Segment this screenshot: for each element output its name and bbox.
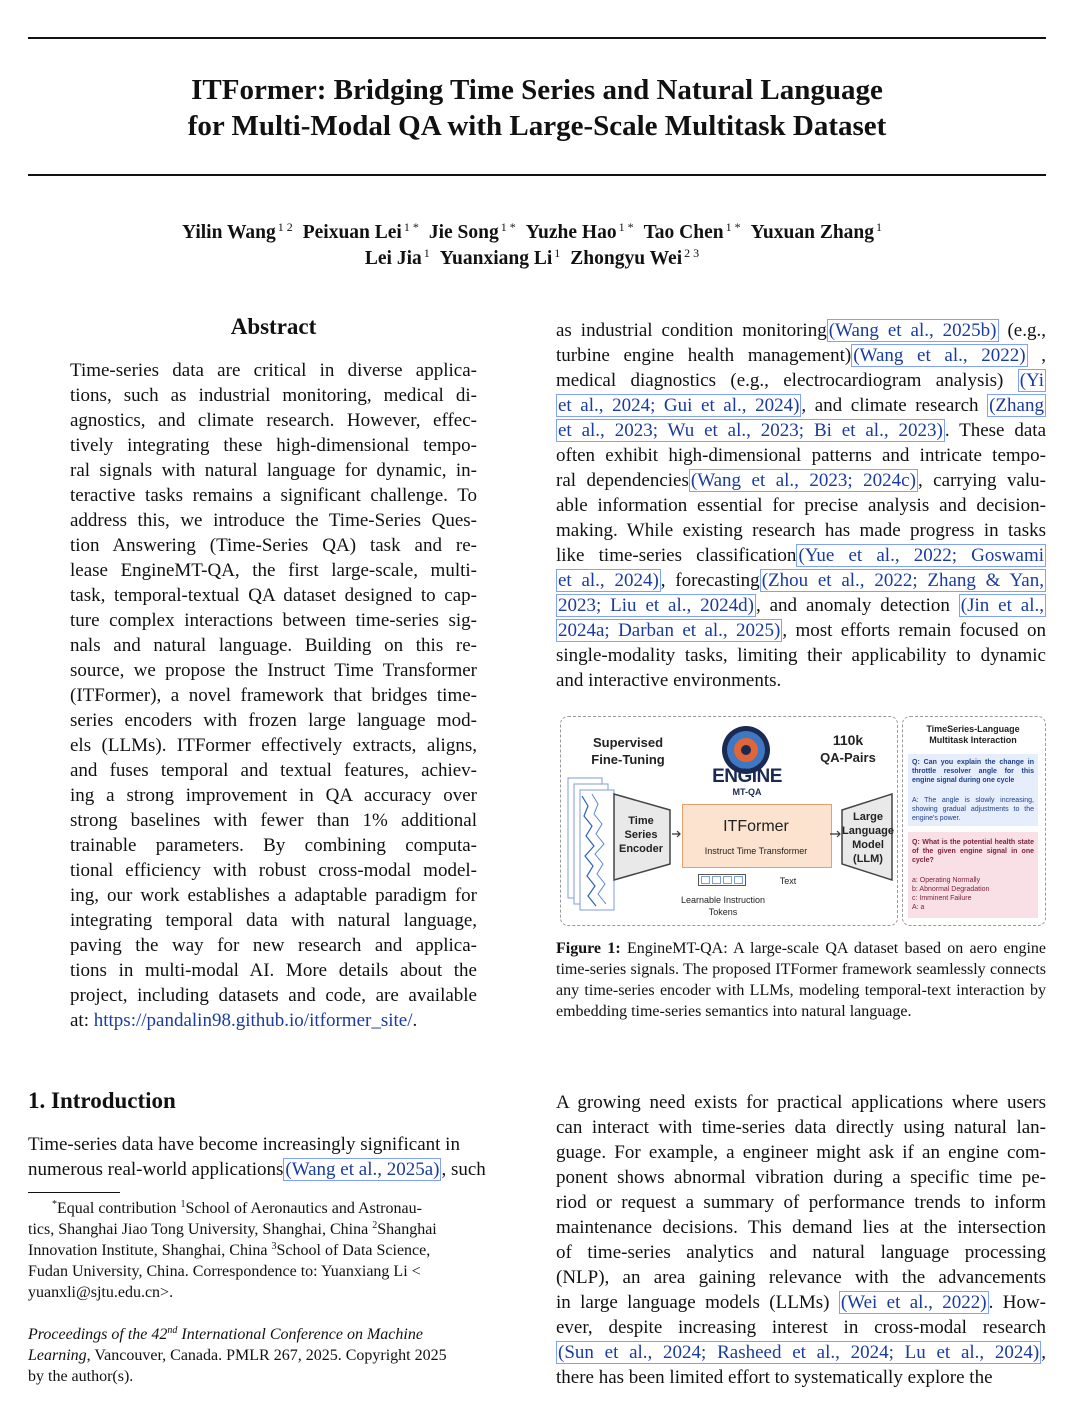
- author-name: Jie Song: [428, 222, 499, 243]
- proceedings-line: [28, 1345, 518, 1366]
- mtqa-wordmark: MT-QA: [732, 787, 762, 797]
- body-line: [556, 343, 1046, 368]
- abstract-line: Time-series data are critical in diverse applica-: [70, 360, 477, 381]
- author-name: Peixuan Lei: [302, 222, 402, 243]
- citation-link[interactable]: (Jin et al.,: [960, 595, 1044, 616]
- body-line: [556, 1340, 1046, 1365]
- body-line: [556, 468, 1046, 493]
- abstract-line: teractive tasks remains a significant challenge. To: [70, 485, 477, 506]
- qa-pairs-count: 110k: [832, 732, 864, 748]
- instruction-tokens: [698, 874, 746, 886]
- footnote-line: yuanxli@sjtu.edu.cn>.: [28, 1284, 174, 1301]
- author-affiliation: 1 *: [500, 220, 516, 234]
- intro-body: [28, 1132, 518, 1182]
- body-text: making. While existing research has made progress in tasks: [556, 520, 1046, 541]
- abstract-text: .: [412, 1010, 418, 1031]
- abstract-line: trainable parameters. By combining computa-: [70, 835, 477, 856]
- abstract-line: (ITFormer), a novel framework that bridges time-: [70, 685, 477, 706]
- abstract-line: ral signals with natural language for dynamic, in-: [70, 460, 477, 481]
- author-affiliation: 1: [423, 246, 430, 260]
- figure-1: [560, 716, 1045, 926]
- author-list: [28, 220, 1046, 272]
- itformer-sublabel: Instruct Time Transformer: [704, 846, 808, 856]
- citation-link[interactable]: (Yue et al., 2022; Goswami: [798, 545, 1045, 566]
- abstract-heading: Abstract: [230, 314, 317, 339]
- text-label: Text: [779, 876, 797, 886]
- author-affiliation: 1: [876, 220, 883, 234]
- author-line-2: [28, 246, 1046, 272]
- body-text: (NLP), an area gaining relevance with the advancements: [556, 1267, 1046, 1288]
- abstract-line: tion Answering (Time-Series QA) task and re-: [70, 535, 477, 556]
- body-line: [556, 1215, 1046, 1240]
- body-line: [556, 643, 1046, 668]
- citation-link[interactable]: et al., 2023; Wu et al., 2023; Bi et al., 2023): [558, 420, 943, 441]
- footnote-mark: 1: [180, 1199, 186, 1210]
- proceedings-line: [28, 1324, 518, 1345]
- body-line: [556, 443, 1046, 468]
- title-line-1: ITFormer: Bridging Time Series and Natural Language: [191, 74, 883, 106]
- citation-link[interactable]: (Sun et al., 2024; Rasheed et al., 2024; Lu et al., 2024): [558, 1342, 1040, 1363]
- citation-link[interactable]: (Yi: [1019, 370, 1044, 391]
- body-text: guage. For example, a engineer might ask if an engine com-: [556, 1142, 1046, 1163]
- body-line: [556, 1365, 1046, 1390]
- sft-label: Supervised Fine-Tuning: [591, 735, 665, 767]
- body-text: , most efforts remain focused on: [782, 620, 1046, 641]
- footnote-mark: 2: [372, 1220, 378, 1231]
- abstract-text: at:: [70, 1010, 94, 1031]
- abstract-line: ing a strong improvement in QA accuracy over: [70, 785, 477, 806]
- footnote-line: Fudan University, China. Correspondence to: Yuanxiang Li <: [28, 1263, 421, 1280]
- body-text: turbine engine health management): [556, 345, 852, 366]
- author-name: Yuxuan Zhang: [750, 222, 875, 243]
- itformer-block: [682, 804, 832, 868]
- abstract-line: tions, such as industrial monitoring, medical di-: [70, 385, 477, 406]
- citation-link[interactable]: et al., 2024): [558, 570, 659, 591]
- proceedings-line: by the author(s).: [28, 1368, 134, 1385]
- footnote-line: [28, 1219, 518, 1240]
- body-text: ral dependencies: [556, 470, 689, 491]
- author-affiliation: 1 2: [277, 220, 293, 234]
- footnote-line: [28, 1198, 518, 1219]
- figure-caption: [556, 938, 1046, 1022]
- proceedings-sup: nd: [167, 1325, 178, 1336]
- answer-1: A: The angle is slowly increasing, showing gradual adjustments to the engine's power.: [912, 797, 1034, 822]
- citation-link[interactable]: (Wang et al., 2023; 2024c): [690, 470, 916, 491]
- tokens-label: Learnable Instruction Tokens: [680, 895, 766, 917]
- footnote-text: Shanghai: [377, 1221, 437, 1238]
- footnote-text: Equal contribution: [57, 1200, 181, 1217]
- author-name: Tao Chen: [643, 222, 724, 243]
- body-text: can interact with time-series data directly using natural lan-: [556, 1117, 1046, 1138]
- body-text: . These data: [944, 420, 1047, 441]
- body-text: as industrial condition monitoring: [556, 320, 827, 341]
- author-name: Zhongyu Wei: [570, 248, 683, 269]
- body-text: ponent shows abnormal vibration during a specific time pe-: [556, 1167, 1046, 1188]
- body-text: riod or request a summary of performance trends to inform: [556, 1192, 1046, 1213]
- encoder-label: Time Series Encoder: [618, 815, 663, 855]
- abstract-line: nals and natural language. Building on this re-: [70, 635, 477, 656]
- citation-link[interactable]: (Wang et al., 2025b): [828, 320, 997, 341]
- abstract-line: series encoders with frozen large language mod-: [70, 710, 477, 731]
- qa-pairs-label: QA-Pairs: [820, 750, 876, 765]
- body-line: [556, 518, 1046, 543]
- body-line: [556, 1265, 1046, 1290]
- proceedings-text: International Conference on Machine: [177, 1326, 423, 1343]
- abstract-line: lease EngineMT-QA, the first large-scale, multi-: [70, 560, 477, 581]
- body-line: [556, 1090, 1046, 1115]
- body-line: [556, 1140, 1046, 1165]
- section-heading-introduction: 1. Introduction: [28, 1088, 176, 1113]
- author-affiliation: 2 3: [684, 246, 700, 260]
- abstract-line: els (LLMs). ITFormer effectively extracts, aligns,: [70, 735, 477, 756]
- proceedings-text: Learning: [28, 1347, 87, 1364]
- qa-panel-title: TimeSeries-Language Multitask Interaction: [926, 724, 1020, 745]
- body-line: [556, 318, 1046, 343]
- abstract-line: strong baselines with fewer than 1% additional: [70, 810, 477, 831]
- abstract-line: task, temporal-textual QA dataset designed to cap-: [70, 585, 477, 606]
- body-text: medical diagnostics (e.g., electrocardiogram analysis): [556, 370, 1018, 391]
- citation-link[interactable]: et al., 2024; Gui et al., 2024): [558, 395, 800, 416]
- answer-2: A: a: [912, 904, 925, 911]
- body-text: A growing need exists for practical applications where users: [556, 1092, 1046, 1113]
- abstract-line: tively integrating these high-dimensional tempo-: [70, 435, 477, 456]
- body-text: , and climate research: [801, 395, 988, 416]
- body-line: [556, 543, 1046, 568]
- author-name: Lei Jia: [364, 248, 422, 269]
- llm-label: Large Language Model (LLM): [842, 811, 894, 865]
- abstract-line: integrating temporal data with natural language,: [70, 910, 477, 931]
- citation-link[interactable]: (Wei et al., 2022): [840, 1292, 987, 1313]
- right-column-bottom: [556, 1090, 1046, 1390]
- arrow-icon: [672, 829, 682, 839]
- body-line: [556, 1315, 1046, 1340]
- top-rule: [28, 37, 1046, 39]
- abstract-line: agnostics, and climate research. However, effec-: [70, 410, 477, 431]
- question-1: Q: Can you explain the change in throttle resolver angle for this engine signal during one cycle: [912, 759, 1034, 784]
- abstract-line: project, including datasets and code, are available: [70, 985, 477, 1006]
- engine-wordmark: ENGINE: [712, 766, 782, 787]
- body-line: [556, 618, 1046, 643]
- footnote-line: [28, 1240, 518, 1261]
- body-text: and interactive environments.: [556, 670, 782, 691]
- body-line: [556, 1115, 1046, 1140]
- body-line: [556, 368, 1046, 393]
- abstract-body: [70, 358, 477, 1033]
- body-line: [556, 593, 1046, 618]
- itformer-label: ITFormer: [723, 818, 789, 835]
- body-line: [556, 393, 1046, 418]
- body-text: able information essential for precise analysis and decision-: [556, 495, 1046, 516]
- author-name: Yuzhe Hao: [525, 222, 617, 243]
- author-affiliation: 1: [554, 246, 561, 260]
- footnote-text: Innovation Institute, Shanghai, China: [28, 1242, 272, 1259]
- author-name: Yilin Wang: [181, 222, 276, 243]
- body-text: there has been limited effort to systematically explore the: [556, 1367, 993, 1388]
- abstract-line: ing, our work establishes a adaptable paradigm for: [70, 885, 477, 906]
- citation-link[interactable]: (Wang et al., 2025a): [285, 1159, 440, 1180]
- caption-label: Figure 1:: [556, 940, 621, 957]
- time-series-waves-icon: [566, 776, 618, 916]
- citation-link[interactable]: 2024a; Darban et al., 2025): [558, 620, 781, 641]
- body-line: [556, 1190, 1046, 1215]
- title-bottom-rule: [28, 174, 1046, 176]
- abstract-line: tions in multi-modal AI. More details about the: [70, 960, 477, 981]
- option-a: a: Operating Normally: [912, 877, 981, 884]
- citation-link[interactable]: (Zhang: [989, 395, 1044, 416]
- proceedings-text: Proceedings of the 42: [28, 1326, 168, 1343]
- body-text: single-modality tasks, limiting their applicability to dynamic: [556, 645, 1046, 666]
- proceedings-note: [28, 1324, 518, 1387]
- citation-link[interactable]: 2023; Liu et al., 2024d): [558, 595, 754, 616]
- body-text: . How-: [988, 1292, 1046, 1313]
- author-affiliation: 1 *: [725, 220, 741, 234]
- footnote-rule: [28, 1192, 120, 1193]
- abstract-line: [70, 1008, 477, 1033]
- body-text: , forecasting: [660, 570, 760, 591]
- body-text: (e.g.,: [998, 320, 1046, 341]
- intro-line: Time-series data have become increasingly significant in: [28, 1134, 460, 1155]
- abstract-line: ture complex interactions between time-series sig-: [70, 610, 477, 631]
- intro-line: [28, 1157, 518, 1182]
- body-text: ,: [1027, 345, 1046, 366]
- body-text: like time-series classification: [556, 545, 797, 566]
- footnote: [28, 1198, 518, 1303]
- author-line-1: [28, 220, 1046, 246]
- author-affiliation: 1 *: [618, 220, 634, 234]
- body-line: [556, 1240, 1046, 1265]
- body-text: often exhibit high-dimensional patterns and intricate tempo-: [556, 445, 1046, 466]
- question-2: Q: What is the potential health state of the given engine signal in one cycle?: [912, 839, 1034, 864]
- abstract-line: and fuses temporal and textual features, achiev-: [70, 760, 477, 781]
- proceedings-text: , Vancouver, Canada. PMLR 267, 2025. Copyright 2025: [86, 1347, 447, 1364]
- body-line: [556, 568, 1046, 593]
- body-text: maintenance decisions. This demand lies at the intersection: [556, 1217, 1046, 1238]
- footnote-text: School of Data Science,: [276, 1242, 431, 1259]
- citation-link[interactable]: (Zhou et al., 2022; Zhang & Yan,: [761, 570, 1044, 591]
- caption-text: EngineMT-QA: A large-scale QA dataset based on aero engine time-series signals. The proposed ITFormer framework seamlessly connects any time-series encoder with LLMs, modeling temporal-text interaction by embedding time-series semantics into natural language.: [556, 940, 1047, 1020]
- body-text: ,: [1041, 1342, 1046, 1363]
- intro-text: , such: [441, 1159, 486, 1180]
- body-text: ever, despite increasing interest in cross-modal research: [556, 1317, 1046, 1338]
- body-line: [556, 1290, 1046, 1315]
- intro-text: numerous real-world applications: [28, 1159, 284, 1180]
- abstract-line: source, we propose the Instruct Time Transformer: [70, 660, 477, 681]
- author-affiliation: 1 *: [403, 220, 419, 234]
- footnote-mark: *: [52, 1199, 57, 1210]
- footnote-text: tics, Shanghai Jiao Tong University, Shanghai, China: [28, 1221, 373, 1238]
- footnote-mark: 3: [271, 1241, 277, 1252]
- title-line-2: for Multi-Modal QA with Large-Scale Multitask Dataset: [187, 110, 887, 142]
- right-column-top: [556, 318, 1046, 693]
- body-text: , carrying valu-: [917, 470, 1047, 491]
- body-line: [556, 493, 1046, 518]
- footnote-text: School of Aeronautics and Astronau-: [185, 1200, 422, 1217]
- abstract-line: tional efficiency with robust cross-modal model-: [70, 860, 477, 881]
- abstract-line: paving the way for new research and applica-: [70, 935, 477, 956]
- body-line: [556, 418, 1046, 443]
- option-c: c: Imminent Failure: [912, 895, 972, 902]
- body-text: , and anomaly detection: [755, 595, 959, 616]
- body-text: in large language models (LLMs): [556, 1292, 839, 1313]
- body-text: of time-series analytics and natural language processing: [556, 1242, 1046, 1263]
- project-link[interactable]: https://pandalin98.github.io/itformer_site/: [93, 1010, 413, 1031]
- option-b: b: Abnormal Degradation: [912, 886, 990, 893]
- abstract-line: address this, we introduce the Time-Series Ques-: [70, 510, 477, 531]
- citation-link[interactable]: (Wang et al., 2022): [853, 345, 1026, 366]
- paper-title: [28, 72, 1046, 144]
- author-name: Yuanxiang Li: [439, 248, 553, 269]
- body-line: [556, 668, 1046, 693]
- body-line: [556, 1165, 1046, 1190]
